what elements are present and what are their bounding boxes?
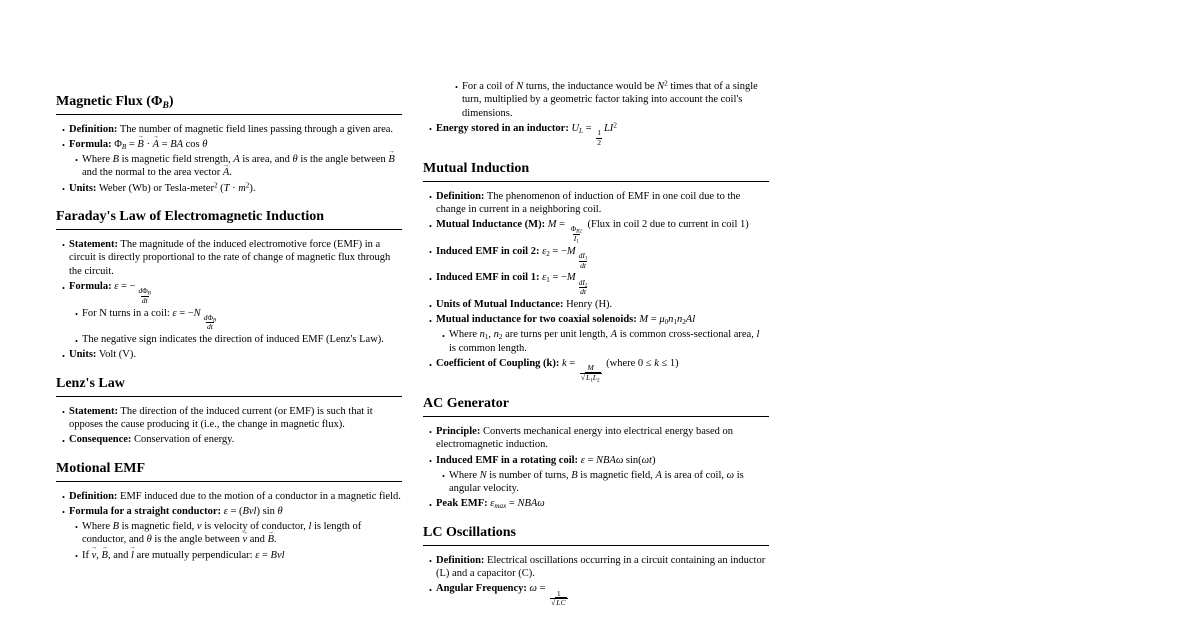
bullet-item: • Peak EMF: $\varepsilon_{max} = NBA\omega$ [423,497,769,511]
bullet-item: • Statement: The magnitude of the induced electromotive force (EMF) in a circuit is directly proportional to the rate of change of magnetic flux through the circuit. [56,238,402,279]
bullet-item: • Induced EMF in coil 1: $\varepsilon_1 = -M$ $\frac{dI_2}{dt}$ [423,271,769,296]
column-left [56,93,402,564]
section-heading: Magnetic Flux $(\Phi_B)$ [56,93,402,115]
section-heading: AC Generator [423,395,769,417]
bullet-item: • Mutual inductance for two coaxial solenoids: $M = \mu_0n_1n_2Al$ [423,313,769,327]
section-heading: Motional EMF [56,460,402,482]
bullet-item: • The negative sign indicates the direction of induced EMF (Lenz's Law). [56,333,402,347]
bullet-item: • Consequence: Conservation of energy. [56,433,402,447]
bullet-item: • Formula for a straight conductor: ε = (Bvl) sin θ [56,505,402,519]
bullet-item: • Formula: $\Phi_B = B$ → · A → = BA cos θ [56,138,402,152]
section-heading: Mutual Induction [423,160,769,182]
bullet-item: • For N turns in a coil: ε = −N $\frac{d\Phi_B}{dt}$ [56,307,402,332]
bullet-item: • Definition: The phenomenon of induction of EMF in one coil due to the change in current in a neighboring coil. [423,190,769,217]
section-heading: Lenz's Law [56,375,402,397]
bullet-item: • Angular Frequency: ω = $\frac{1}{√LC}$ [423,582,769,607]
bullet-item: • Units: Weber (Wb) or Tesla-meter$^2$ $(T \cdot m^2)$. [56,182,402,196]
bullet-item: • Induced EMF in coil 2: $\varepsilon_2 = -M$ $\frac{dI_1}{dt}$ [423,245,769,270]
bullet-item: • Where N is number of turns, B is magnetic field, A is area of coil, ω is angular velocity. [423,469,769,496]
bullet-item: • Definition: Electrical oscillations occurring in a circuit containing an inductor (L) and a capacitor (C). [423,554,769,581]
bullet-item: • Where B is magnetic field, v is velocity of conductor, l is length of conductor, and θ is the angle between v → and B →. [56,520,402,547]
bullet-item: • Mutual Inductance (M): M = $\frac{\Phi_{B2}}{I_1}$ (Flux in coil 2 due to current in coil 1) [423,218,769,243]
bullet-item: • Principle: Converts mechanical energy into electrical energy based on electromagnetic induction. [423,425,769,452]
bullet-item: • For a coil of N turns, the inductance would be $N^2$ times that of a single turn, multiplied by a geometric factor taking into account the coil's dimensions. [423,80,769,121]
bullet-item: • Definition: The number of magnetic field lines passing through a given area. [56,123,402,137]
bullet-item: • Units of Mutual Inductance: Henry (H). [423,298,769,312]
bullet-item: • Induced EMF in a rotating coil: ε = NBAω sin(ωt) [423,454,769,468]
bullet-item: • Energy stored in an inductor: $U_L$ = $\frac{1}{2}$ $LI^2$ [423,122,769,147]
section-heading: Faraday's Law of Electromagnetic Induction [56,208,402,230]
bullet-item: • Coefficient of Coupling (k): k = $\frac{M}{√L_1L_2}$ (where 0 ≤ k ≤ 1) [423,357,769,382]
bullet-item: • Where $n_1$, $n_2$ are turns per unit length, A is common cross-sectional area, l is common length. [423,328,769,355]
bullet-item: • Formula: ε = − $\frac{d\Phi_B}{dt}$ [56,280,402,305]
bullet-item: • Definition: EMF induced due to the motion of a conductor in a magnetic field. [56,490,402,504]
bullet-item: • If v →, B →, and l → are mutually perpendicular: ε = Bvl [56,549,402,563]
column-right [423,78,769,609]
bullet-item: • Units: Volt (V). [56,348,402,362]
bullet-item: • Where B is magnetic field strength, A is area, and θ is the angle between B → and the normal to the area vector A →. [56,153,402,180]
bullet-item: • Statement: The direction of the induced current (or EMF) is such that it opposes the cause producing it (i.e., the change in magnetic flux). [56,405,402,432]
section-heading: LC Oscillations [423,524,769,546]
